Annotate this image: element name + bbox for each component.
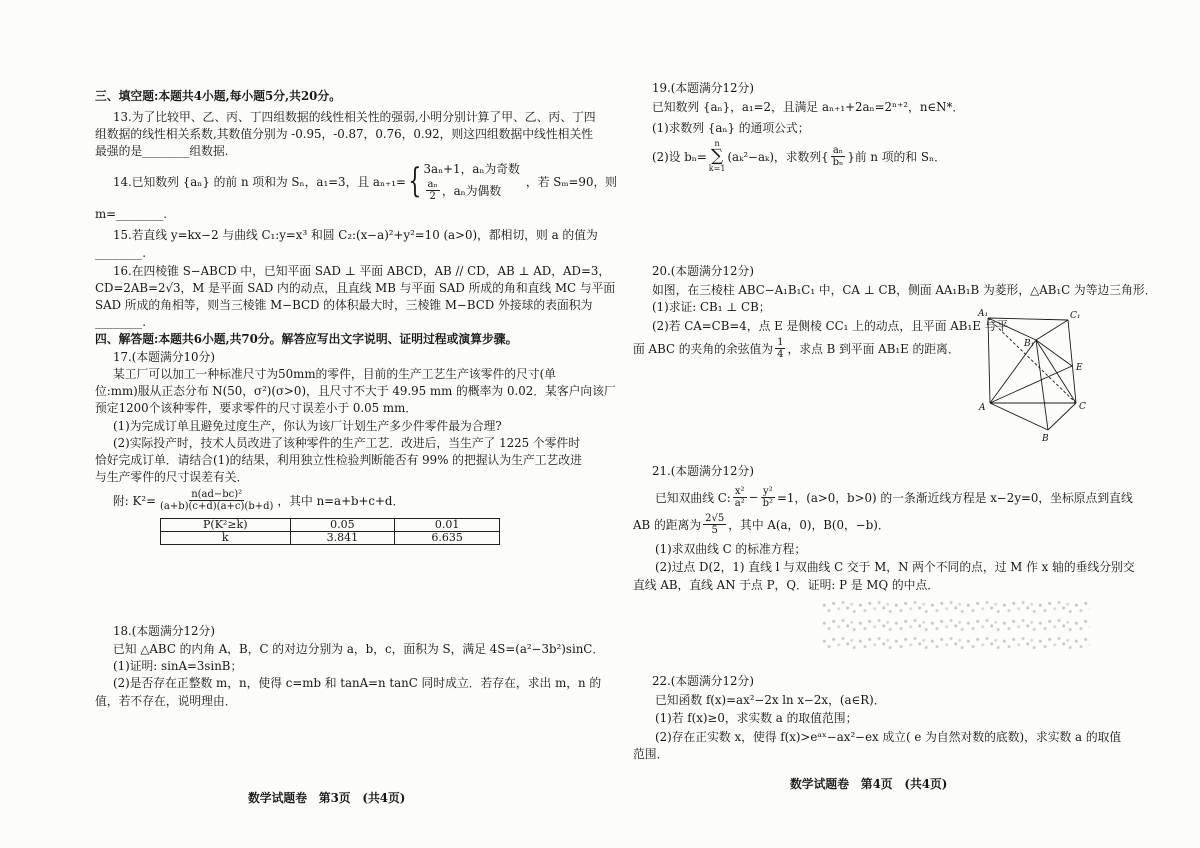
q18-title: 18.(本题满分12分) — [113, 624, 215, 638]
q22-line: (1)若 f(x)≥0，求实数 a 的取值范围； — [655, 711, 858, 725]
edge-a1-c1 — [988, 318, 1068, 320]
edge-b1-b — [1036, 340, 1048, 430]
edge-c1-c — [1068, 320, 1076, 403]
edge-b-c — [1048, 403, 1076, 430]
q18-line: (1)证明: sinA=3sinB； — [113, 659, 243, 673]
section-3-heading: 三、填空题:本题共4小题,每小题5分,共20分。 — [95, 89, 341, 103]
q21-line1-end: =1，(a>0，b>0) 的一条渐近线方程是 x−2y=0，坐标原点到直线 — [777, 490, 1133, 505]
q20-part2-lead: 面 ABC 的夹角的余弦值为 — [633, 341, 774, 356]
q21-line: (1)求双曲线 C 的标准方程； — [655, 542, 807, 556]
q19-part2-lead: (2)设 bₙ= — [652, 149, 707, 164]
q19-part2 — [652, 140, 946, 172]
q22-line: 范围． — [633, 747, 669, 761]
q17-line: 位:mm)服从正态分布 N(50，σ²)(σ>0)，且尺寸不大于 49.95 mm 的概率为 0.02．某客户向该厂 — [95, 384, 616, 398]
q19-part2-mid: (aₖ²−aₖ)，求数列{ — [727, 149, 829, 164]
page-footer-right: 数学试题卷 第4页 (共4页) — [790, 777, 948, 791]
label-b1: B₁ — [1024, 339, 1035, 349]
segment-b1-e — [1036, 340, 1072, 366]
label-c1: C₁ — [1070, 311, 1081, 321]
prism-figure — [970, 306, 1100, 444]
fraction — [158, 489, 275, 512]
numerator: aₙ — [832, 144, 844, 156]
minus-sign: − — [748, 490, 759, 504]
denominator: 4 — [777, 348, 784, 360]
q16-line: SAD 所成的角相等，则当三棱锥 M−BCD 的体积最大时，三棱锥 M−BCD 外接球的表面积为 — [95, 298, 593, 312]
q21-line: (2)过点 D(2，1) 直线 l 与双曲线 C 交于 M，N 两个不同的点，过 M 作 x 轴的垂线分别交 — [655, 560, 1135, 574]
critical-value-table — [160, 518, 500, 545]
q21-line: 直线 AB，直线 AN 于点 P，Q．证明: P 是 MQ 的中点． — [633, 578, 940, 592]
q21-line2-end: ，其中 A(a，0)，B(0，−b)． — [728, 517, 890, 532]
edge-a1-a — [988, 318, 990, 403]
q21-line2-lead: AB 的距离为 — [633, 517, 702, 532]
edge-b1-c1 — [1036, 320, 1068, 340]
denominator: 5 — [711, 524, 718, 536]
q14-line — [113, 160, 617, 202]
q17-line: 与生产零件的尺寸误差有关． — [95, 470, 249, 484]
q14-tail: ，若 Sₘ=90，则 — [525, 174, 618, 189]
numerator: aₙ — [427, 179, 438, 190]
table-cell: 3.841 — [290, 532, 395, 545]
q16-line: 16.在四棱锥 S−ABCD 中，已知平面 SAD ⊥ 平面 ABCD，AB // CD，AB ⊥ AD，AD=3， — [113, 264, 611, 278]
denominator: bₙ — [832, 156, 844, 168]
q22-line: 已知函数 f(x)=ax²−2x ln x−2x，(a∈R)． — [655, 693, 886, 707]
section-4-heading: 四、解答题:本题共6小题,共70分。解答应写出文字说明、证明过程或演算步骤。 — [95, 332, 518, 346]
edge-a-b — [990, 403, 1048, 430]
scan-noise — [820, 598, 1090, 654]
q19-title: 19.(本题满分12分) — [652, 81, 754, 95]
sum-upper-limit: n — [714, 138, 720, 148]
denominator: 2 — [429, 191, 436, 202]
edge-a1-b1 — [988, 318, 1036, 340]
q21-line1 — [655, 483, 1133, 511]
q14-lead: 14.已知数列 {aₙ} 的前 n 项和为 Sₙ，a₁=3，且 aₙ₊₁= — [113, 174, 406, 189]
numerator: 1 — [777, 336, 784, 348]
table-cell: 0.01 — [395, 519, 500, 532]
sum-lower-limit: k=1 — [708, 163, 726, 173]
q13-line: 最强的是________组数据. — [95, 144, 229, 158]
q20-title: 20.(本题满分12分) — [652, 264, 754, 278]
q18-line: (2)是否存在正整数 m，n，使得 c=mb 和 tanA=n tanC 同时成立．若存在，求出 m，n 的 — [113, 676, 602, 690]
q13-line: 13.为了比较甲、乙、丙、丁四组数据的线性相关性的强弱,小明分别计算了甲、乙、丙、丁四 — [113, 110, 596, 124]
segment-b1-c — [1036, 340, 1076, 403]
table-row — [161, 519, 500, 532]
numerator: y² — [763, 485, 773, 497]
case-odd: 3aₙ+1，aₙ为奇数 — [423, 162, 520, 176]
case-even-condition: ，aₙ为偶数 — [441, 184, 502, 198]
formula-tail: ，其中 n=a+b+c+d． — [277, 493, 405, 508]
label-b: B — [1042, 434, 1049, 444]
piecewise-cases — [424, 160, 520, 202]
numerator: n(ad−bc)² — [191, 488, 243, 500]
table-cell: P(K²≥k) — [161, 519, 291, 532]
label-c: C — [1079, 402, 1086, 412]
summation — [709, 140, 726, 173]
q15-line: 15.若直线 y=kx−2 与曲线 C₁:y=x³ 和圆 C₂:(x−a)²+y²=10 (a>0)，都相切，则 a 的值为 — [113, 228, 598, 242]
q21-title: 21.(本题满分12分) — [652, 464, 754, 478]
q21-line2 — [633, 510, 890, 538]
q20-line: (1)求证: CB₁ ⊥ CB； — [652, 300, 771, 314]
q18-line: 已知 △ABC 的内角 A，B，C 的对边分别为 a，b，c，面积为 S，满足 4S=(a²−3b²)sinC． — [113, 642, 605, 656]
q17-line: (1)为完成订单且避免过度生产，你认为该厂计划生产多少件零件最为合理? — [113, 419, 502, 433]
page-footer-left: 数学试题卷 第3页 (共4页) — [248, 791, 406, 805]
q14-answer-blank: m=________. — [95, 207, 168, 221]
fraction — [831, 145, 846, 168]
q20-part2-line2 — [633, 335, 960, 361]
q17-title: 17.(本题满分10分) — [113, 350, 215, 364]
fraction — [426, 179, 440, 202]
segment-a-b1 — [990, 340, 1036, 403]
q19-part2-end: }前 n 项的和 Sₙ． — [847, 149, 946, 164]
q13-line: 组数据的线性相关系数,其数值分别为 -0.95，-0.87，0.76，0.92，则这四组数据中线性相关性 — [95, 127, 594, 141]
table-row — [161, 532, 500, 545]
fraction — [775, 337, 785, 360]
q17-line: (2)实际投产时，技术人员改进了该种零件的生产工艺．改进后，当生产了 1225 个零件时 — [113, 436, 581, 450]
q19-line: 已知数列 {aₙ}，a₁=2，且满足 aₙ₊₁+2aₙ=2ⁿ⁺²，n∈N*． — [652, 100, 965, 114]
sigma-symbol: ∑ — [711, 145, 724, 166]
q19-line: (1)求数列 {aₙ} 的通项公式； — [652, 121, 810, 135]
q17-line: 预定1200个该种零件，要求零件的尺寸误差小于 0.05 mm． — [95, 401, 418, 415]
numerator: 2√5 — [705, 512, 725, 524]
denominator: b² — [762, 497, 774, 509]
fraction — [761, 486, 775, 509]
q20-part2-end: ，求点 B 到平面 AB₁E 的距离． — [787, 341, 960, 356]
segment-a1-c — [988, 318, 1076, 403]
label-a1: A₁ — [978, 309, 989, 319]
q17-line: 某工厂可以加工一种标准尺寸为50mm的零件，目前的生产工艺生产该零件的尺寸(单 — [113, 367, 557, 381]
fraction — [703, 513, 726, 536]
denominator: (a+b)(c+d)(a+c)(b+d) — [159, 500, 274, 512]
numerator: x² — [734, 485, 745, 497]
k-squared-formula — [113, 487, 404, 513]
q20-line: 如图，在三棱柱 ABC−A₁B₁C₁ 中，CA ⊥ CB，侧面 AA₁B₁B 为菱形，△AB₁C 为等边三角形． — [652, 283, 1157, 297]
q20-line: (2)若 CA=CB=4，点 E 是侧棱 CC₁ 上的动点，且平面 AB₁E 与平 — [652, 319, 1009, 333]
table-cell: 0.05 — [290, 519, 395, 532]
denominator: a² — [734, 497, 745, 509]
piecewise-brace: { — [408, 161, 422, 201]
label-a: A — [979, 403, 986, 413]
fraction — [733, 486, 747, 509]
q22-line: (2)存在正实数 x，使得 f(x)>eᵃˣ−ax²−ex 成立( e 为自然对数的底数)，求实数 a 的取值 — [655, 730, 1122, 744]
table-cell: k — [161, 532, 291, 545]
segment-a-e — [990, 366, 1072, 403]
q18-line: 值，若不存在，说明理由． — [95, 694, 237, 708]
q22-title: 22.(本题满分12分) — [652, 674, 754, 688]
q16-line: CD=2AB=2√3，M 是平面 SAD 内的动点，且直线 MB 与平面 SAD 所成的角和直线 MC 与平面 — [95, 281, 616, 295]
q16-answer-blank: ________. — [95, 315, 146, 329]
q21-lead: 已知双曲线 C: — [655, 490, 731, 505]
formula-lead: 附: K²= — [113, 493, 156, 508]
q17-line: 恰好完成订单．请结合(1)的结果，利用独立性检验判断能否有 99% 的把握认为生产工艺改进 — [95, 453, 582, 467]
table-cell: 6.635 — [395, 532, 500, 545]
label-e: E — [1076, 363, 1083, 373]
q15-answer-blank: ________. — [95, 246, 146, 260]
